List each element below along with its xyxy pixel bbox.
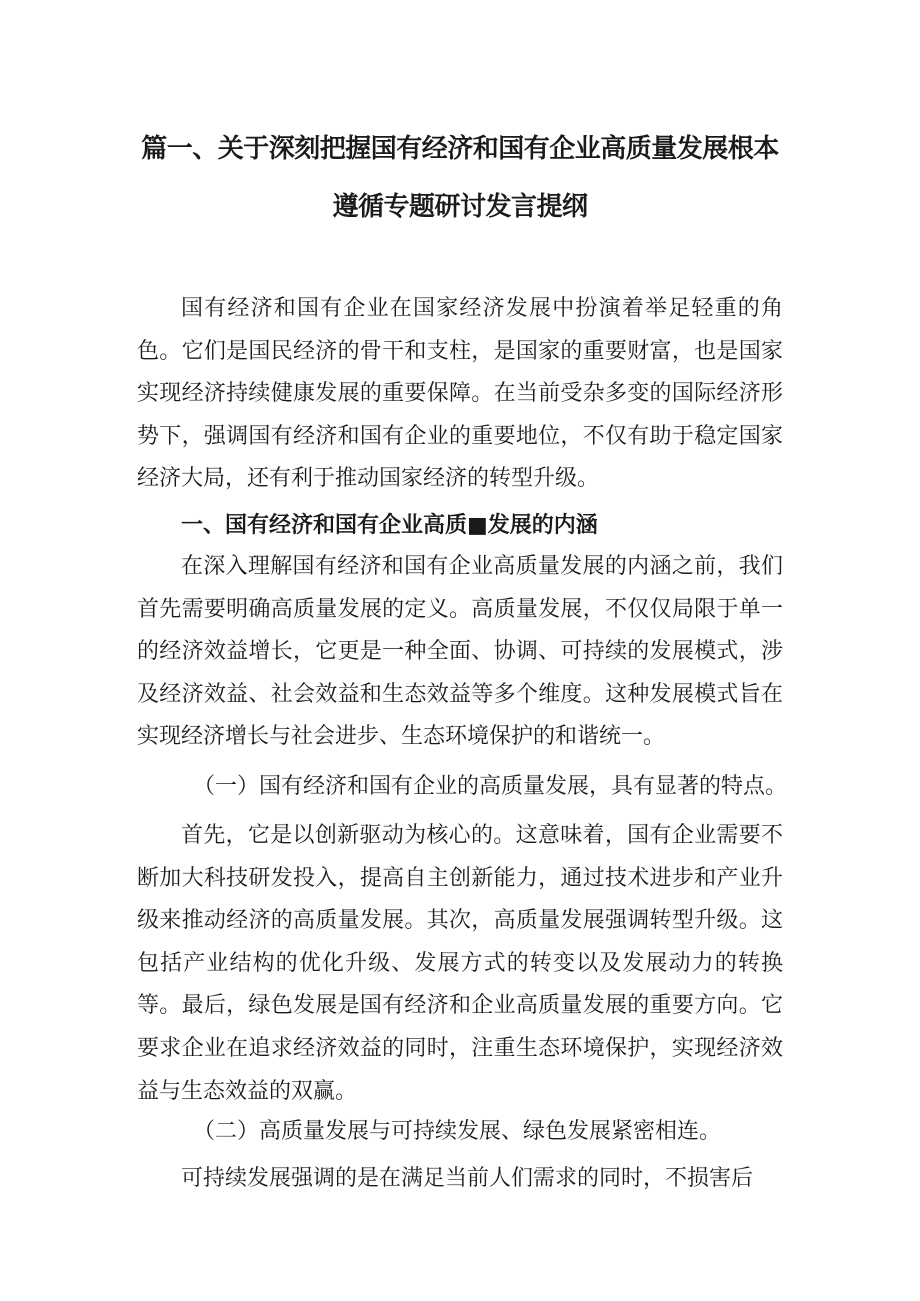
paragraph-definition: 在深入理解国有经济和国有企业高质量发展的内涵之前，我们首先需要明确高质量发展的定义。高质量发展，不仅仅局限于单一的经济效益增长，它更是一种全面、协调、可持续的发展模式，涉及经济效益、社会效益和生态效益等多个维度。这种发展模式旨在实现经济增长与社会进步、生态环境保护的和谐统一。 xyxy=(137,554,783,750)
paragraph-intro: 国有经济和国有企业在国家经济发展中扮演着举足轻重的角色。它们是国民经济的骨干和支柱，是国家的重要财富，也是国家实现经济持续健康发展的重要保障。在当前受杂多变的国际经济形势下，强调国有经济和国有企业的重要地位，不仅有助于稳定国家经济大局，还有利于推动国家经济的转型升级。 xyxy=(137,296,783,492)
paragraph-sustainable: 可持续发展强调的是在满足当前人们需求的同时，不损害后 xyxy=(181,1166,754,1191)
document-title-line-2: 遵循专题研讨发言提纲 xyxy=(332,192,588,222)
paragraph-characteristics: 首先，它是以创新驱动为核心的。这意味着，国有企业需要不断加大科技研发投入，提高自主创新能力，通过技术进步和产业升级来推动经济的高质量发展。其次，高质量发展强调转型升级。这包括产业结构的优化升级、发展方式的转变以及发展动力的转换等。最后，绿色发展是国有经济和企业高质量发展的重要方向。它要求企业在追求经济效益的同时，注重生态环境保护，实现经济效益与生态效益的双赢。 xyxy=(137,823,783,1104)
document-title-line-1: 篇一、关于深刻把握国有经济和国有企业高质量发展根本 xyxy=(141,134,779,164)
subsection-heading-1: （一）国有经济和国有企业的高质量发展，具有显著的特点。 xyxy=(193,774,788,799)
section-heading-1: 一、国有经济和国有企业高质■发展的内涵 xyxy=(181,513,598,538)
subsection-heading-2: （二）高质量发展与可持续发展、绿色发展紧密相连。 xyxy=(193,1119,722,1144)
